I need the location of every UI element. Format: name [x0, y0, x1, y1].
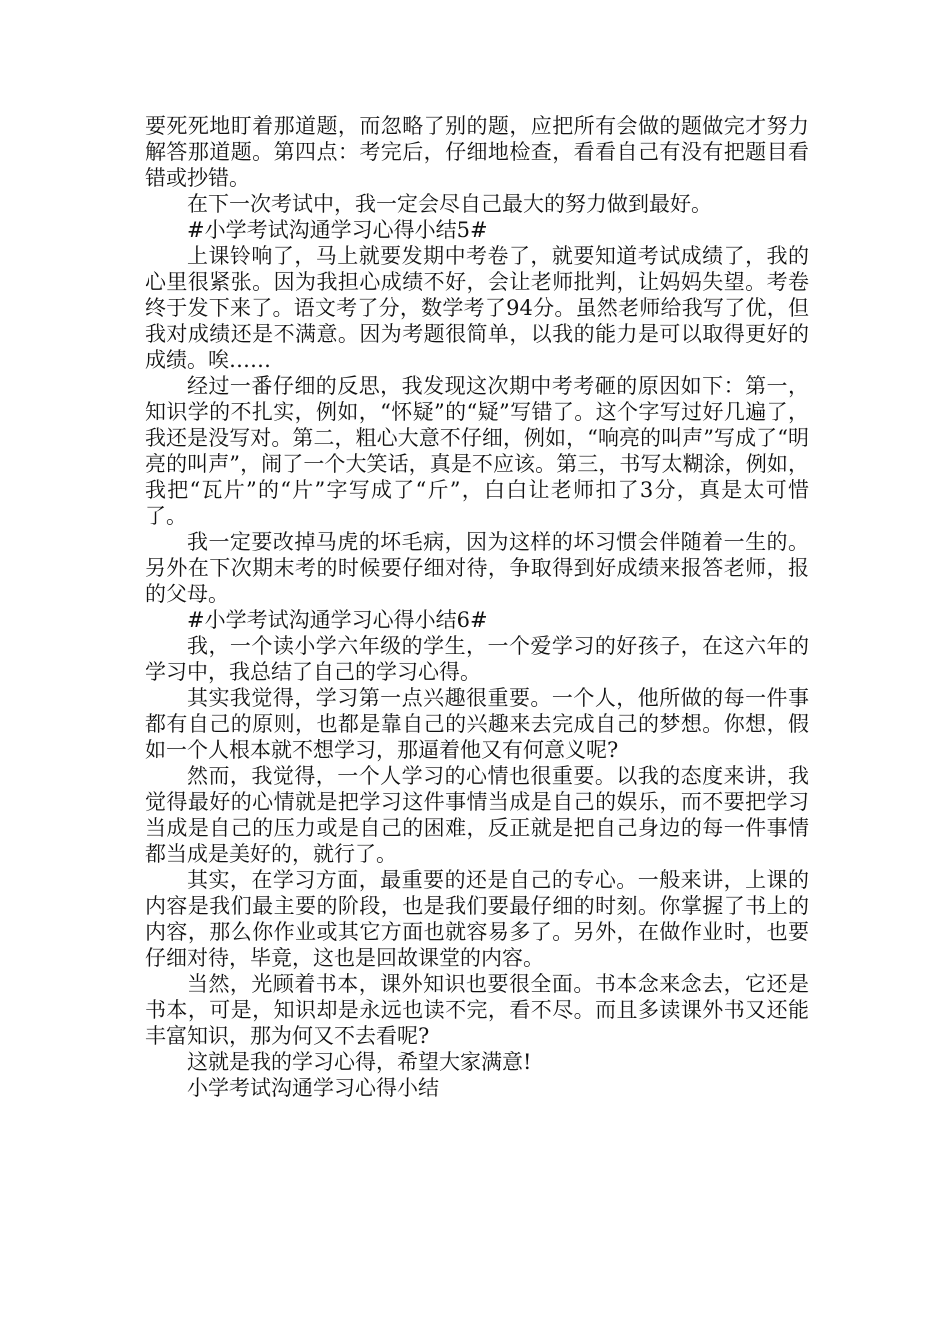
paragraph: 其实，在学习方面，最重要的还是自己的专心。一般来讲，上课的内容是我们最主要的阶段，也是我们要最仔细的时刻。你掌握了书上的内容，那么你作业或其它方面也就容易多了。另外，在做作业时，也要仔细对待，毕竟，这也是回故课堂的内容。	[145, 868, 809, 970]
paragraph: 当然，光顾着书本，课外知识也要很全面。书本念来念去，它还是书本，可是，知识却是永远也读不完，看不尽。而且多读课外书又还能丰富知识，那为何又不去看呢?	[145, 972, 809, 1048]
document-body	[145, 113, 809, 1101]
section-heading-6: #小学考试沟通学习心得小结6#	[187, 608, 488, 632]
paragraph: 我，一个读小学六年级的学生，一个爱学习的好孩子，在这六年的学习中，我总结了自己的学习心得。	[145, 634, 809, 684]
paragraph: 上课铃响了，马上就要发期中考卷了，就要知道考试成绩了，我的心里很紧张。因为我担心成绩不好，会让老师批判，让妈妈失望。考卷终于发下来了。语文考了分，数学考了94分。虽然老师给我写了优，但我对成绩还是不满意。因为考题很简单，以我的能力是可以取得更好的成绩。唉……	[145, 244, 809, 372]
paragraph: 然而，我觉得，一个人学习的心情也很重要。以我的态度来讲，我觉得最好的心情就是把学习这件事情当成是自己的娱乐，而不要把学习当成是自己的压力或是自己的困难，反正就是把自己身边的每一件事情都当成是美好的，就行了。	[145, 764, 809, 866]
paragraph: 在下一次考试中，我一定会尽自己最大的努力做到最好。	[187, 192, 712, 216]
paragraph: 这就是我的学习心得，希望大家满意!	[187, 1050, 532, 1074]
section-heading-5: #小学考试沟通学习心得小结5#	[187, 218, 488, 242]
paragraph-continuation: 要死死地盯着那道题，而忽略了别的题，应把所有会做的题做完才努力解答那道题。第四点：考完后，仔细地检查，看看自己有没有把题目看错或抄错。	[145, 114, 809, 190]
closing-title: 小学考试沟通学习心得小结	[187, 1076, 439, 1100]
paragraph: 其实我觉得，学习第一点兴趣很重要。一个人，他所做的每一件事都有自己的原则，也都是靠自己的兴趣来去完成自己的梦想。你想，假如一个人根本就不想学习，那逼着他又有何意义呢?	[145, 686, 809, 762]
paragraph: 经过一番仔细的反思，我发现这次期中考考砸的原因如下：第一，知识学的不扎实，例如，“怀疑”的“疑”写错了。这个字写过好几遍了，我还是没写对。第二，粗心大意不仔细，例如，“响亮的叫声”写成了“明亮的叫声”，闹了一个大笑话，真是不应该。第三，书写太糊涂，例如，我把“瓦片”的“片”字写成了“斤”，白白让老师扣了3分，真是太可惜了。	[145, 374, 809, 528]
paragraph: 我一定要改掉马虎的坏毛病，因为这样的坏习惯会伴随着一生的。另外在下次期末考的时候要仔细对待，争取得到好成绩来报答老师，报的父母。	[145, 530, 809, 606]
